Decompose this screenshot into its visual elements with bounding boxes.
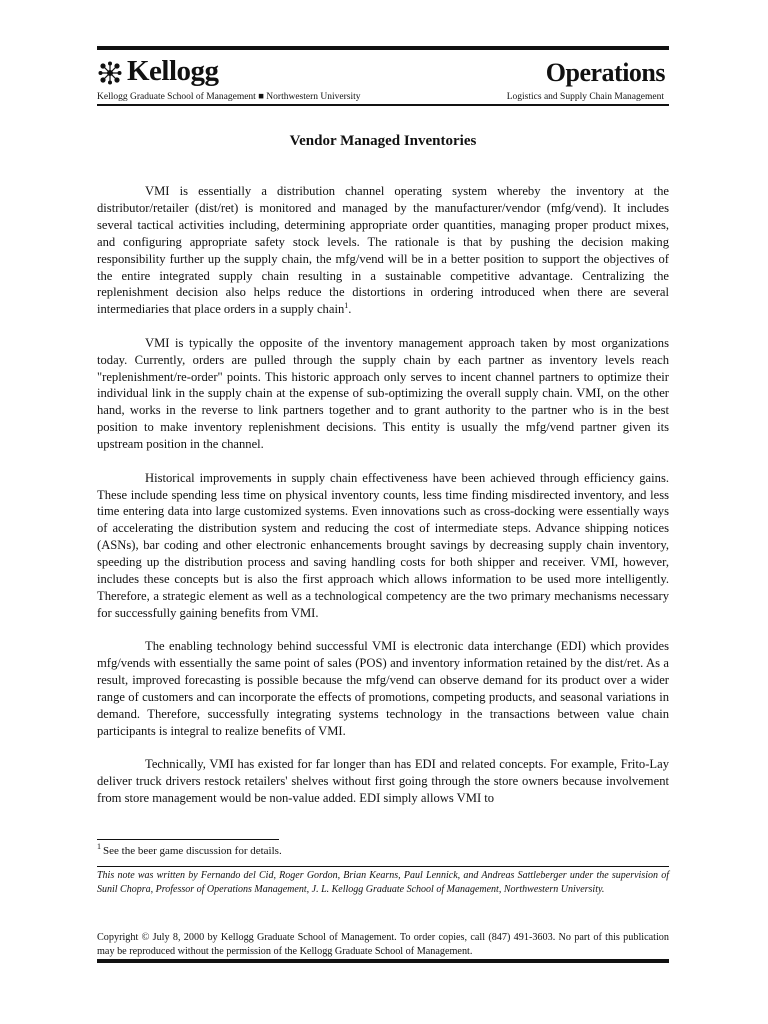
kellogg-logo xyxy=(97,56,219,86)
footnote-ref: 1 xyxy=(344,301,349,311)
footnote-text: See the beer game discussion for details. xyxy=(103,845,282,857)
letterhead xyxy=(97,56,669,92)
body-text xyxy=(97,183,669,823)
footnote-separator xyxy=(97,839,279,840)
paragraph: Historical improvements in supply chain effectiveness have been achieved through efficiency gains. These include spending less time on physical inventory counts, less time finding misdirected inventory, and less time entering data into large customized systems. Even innovations such as cross-docking were essentially ways of accelerating the distribution system and reducing the cost of intermediate steps. Advance shipping notices (ASNs), bar coding and other electronic enhancements brought savings by decreasing supply chain inventory, speeding up the distribution process and saving handling costs for both shipper and receiver. VMI, however, includes these concepts but is also the first approach which allows information to be used more intelligently. Therefore, a strategic element as well as a technological competency are the two primary mechanisms necessary for successfully gaining benefits from VMI. xyxy=(97,470,669,620)
school-subtitle: Kellogg Graduate School of Management ■ Northwestern University xyxy=(97,92,361,102)
header-bottom-rule xyxy=(97,104,669,106)
paragraph: VMI is typically the opposite of the inventory management approach taken by most organizations today. Currently, orders are pulled through the supply chain by each partner as inventory levels reach "replenishment/re-order" points. This historic approach only serves to incent channel partners to optimize their individual link in the supply chain at the expense of sub-optimizing the overall supply chain. VMI, on the other hand, works in the reverse to link partners together and to grant authority to the partner who is in the best position to make inventory replenishment decisions. This entity is usually the mfg/vend partner given its upstream position in the channel. xyxy=(97,335,669,452)
credits-separator xyxy=(97,866,669,867)
authorship-note: This note was written by Fernando del Cid, Roger Gordon, Brian Kearns, Paul Lennick, and Andreas Sattleberger under the supervision of Sunil Chopra, Professor of Operations Management, J. L. Kellogg Graduate School of Management, Northwestern University. xyxy=(97,870,669,895)
department-heading: Operations xyxy=(545,58,665,87)
kellogg-crest-icon xyxy=(97,60,123,86)
copyright-notice: Copyright © July 8, 2000 by Kellogg Graduate School of Management. To order copies, call (847) 491-3603. No part of this publication may be reproduced without the permission of the Kellogg Graduate School of Management. xyxy=(97,932,669,957)
header-top-rule xyxy=(97,46,669,50)
logo-wordmark: Kellogg xyxy=(127,55,219,87)
paragraph: The enabling technology behind successful VMI is electronic data interchange (EDI) which provides mfg/vends with essentially the same point of sales (POS) and inventory information retained by the dist/ret. As a result, improved forecasting is possible because the mfg/vend can observe demand for its product over a wider range of customers and can incorporate the effects of promotions, competing products, and seasonal variations in demand. Therefore, successfully integrating systems technology in the transactions between value chain participants is integral to realize benefits of VMI. xyxy=(97,639,669,738)
paragraph: VMI is essentially a distribution channel operating system whereby the inventory at the distributor/retailer (dist/ret) is monitored and managed by the manufacturer/vendor (mfg/vend). It includes several tactical activities including, determining appropriate order quantities, managing proper product mixes, and configuring appropriate safety stock levels. The rationale is that by pushing the decision making responsibility further up the supply chain, the mfg/vend will be in a better position to support the objectives of the entire integrated supply chain resulting in a sustainable competitive advantage. Centralizing the replenishment decision also helps reduce the distortions in ordering introduced when there are several intermediaries that place orders in a supply chain$^1$. xyxy=(97,184,669,317)
paragraph: Technically, VMI has existed for far longer than has EDI and related concepts. For example, Frito-Lay deliver truck drivers restock retailers' shelves without first going through the store owners because involvement from store management would be non-value added. EDI simply allows VMI to xyxy=(97,757,669,805)
document-title: Vendor Managed Inventories xyxy=(289,133,477,149)
footer-rule xyxy=(97,959,669,963)
footnote-marker: 1 xyxy=(97,842,101,852)
course-subtitle: Logistics and Supply Chain Management xyxy=(506,92,664,102)
footnote xyxy=(97,842,282,857)
